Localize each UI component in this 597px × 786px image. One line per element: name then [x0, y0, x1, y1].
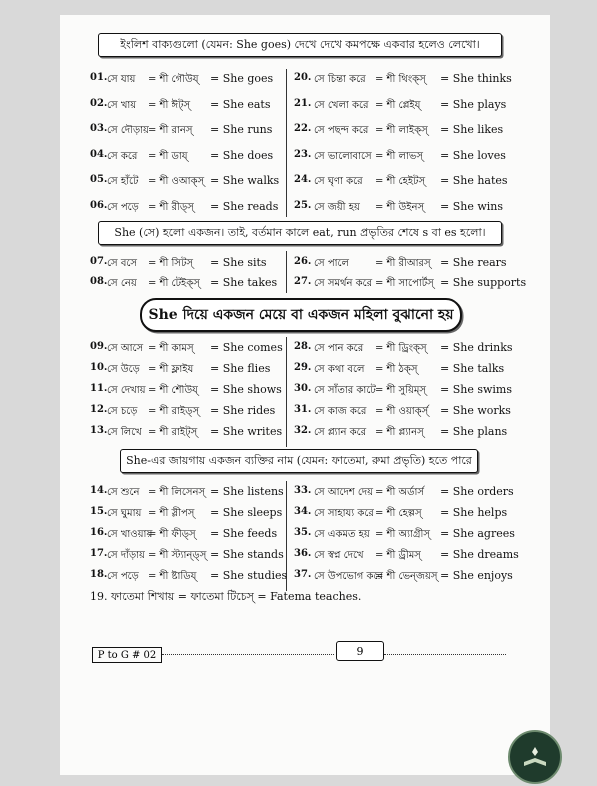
pronunciation: = শী হেল্পস্ — [375, 508, 422, 519]
pronunciation: = শী ড্রীমস্ — [375, 550, 421, 561]
item-number: 18. — [90, 569, 108, 580]
item-number: 20. — [294, 72, 312, 83]
item-number: 09. — [90, 341, 108, 352]
english-sentence: = She enjoys — [440, 569, 513, 582]
item-number: 25. — [294, 199, 312, 211]
bangla-sentence: সে সাঁতার কাটে — [314, 385, 376, 396]
pronunciation: = শী ডায্ — [148, 150, 188, 162]
bangla-sentence: সে হাঁটে — [107, 176, 139, 187]
item-number: 04. — [90, 148, 108, 160]
bangla-sentence: সে বসে — [107, 258, 138, 269]
pronunciation: = শী রীড্স্ — [148, 201, 194, 213]
english-sentence: = She writes — [210, 425, 283, 438]
rule-heading: She (সে) হলো একজন। তাই, বর্তমান কালে eat, run প্রভৃতির শেষে s বা es হলো। — [98, 221, 502, 245]
english-sentence: = She plans — [440, 425, 508, 438]
pronunciation: = শী সিটস্ — [148, 258, 194, 269]
item-number: 05. — [90, 174, 108, 185]
item-number: 06. — [90, 199, 108, 211]
english-sentence: = She shows — [210, 383, 282, 396]
pronunciation: = শী ওয়ার্ক্স্ — [375, 406, 429, 417]
english-sentence: = She dreams — [440, 548, 519, 561]
english-sentence: = She stands — [210, 548, 284, 561]
page-number: 9 — [336, 641, 384, 661]
pronunciation: = শী লিসেনস্ — [148, 487, 206, 498]
item-number: 33. — [294, 485, 312, 496]
item-number: 14. — [90, 485, 108, 496]
bangla-sentence: সে সাহায্য করে — [314, 508, 374, 519]
english-sentence: = She talks — [440, 362, 505, 375]
bangla-sentence: সে দেখায় — [107, 385, 146, 396]
english-sentence: = She rears — [440, 256, 507, 269]
item-number: 28. — [294, 341, 312, 352]
english-sentence: = She eats — [210, 97, 271, 111]
item-number: 01. — [90, 72, 108, 83]
english-sentence: = She agrees — [440, 527, 515, 540]
bangla-sentence: সে আদেশ দেয় — [314, 487, 374, 498]
pronunciation: = শী গৌউয্ — [148, 74, 199, 85]
pronunciation: = শী রাইড্স্ — [148, 406, 200, 417]
column-divider — [286, 337, 287, 447]
bangla-sentence: সে পালে — [314, 258, 349, 269]
english-sentence: = She wins — [440, 199, 504, 213]
pronunciation: = শী ষ্টাডিয্ — [148, 571, 197, 582]
bangla-sentence: সে চিন্তা করে — [314, 74, 366, 85]
pronunciation: = শী প্ল্যানস্ — [375, 427, 424, 438]
pronunciation: = শী ভেন্জয়স্ — [375, 571, 438, 582]
instruction-heading: ইংলিশ বাক্যগুলো (যেমন: She goes) দেখে দেখে কমপক্ষে একবার হলেও লেখো। — [98, 33, 502, 57]
item-number: 32. — [294, 425, 312, 436]
item-number: 08. — [90, 276, 108, 287]
english-sentence: = She sits — [210, 256, 267, 269]
english-sentence: = She flies — [210, 362, 271, 375]
pronunciation: = শী অর্ডার্স — [375, 487, 425, 498]
english-sentence: = She works — [440, 404, 511, 417]
pronunciation: = শী হেইটস্ — [375, 176, 426, 187]
item-number: 24. — [294, 174, 312, 185]
english-sentence: = She studies — [210, 569, 288, 582]
pronunciation: = শী লাভস্ — [375, 150, 423, 162]
item-number: 02. — [90, 97, 108, 109]
bangla-sentence: সে প্ল্যান করে — [314, 427, 367, 438]
item-number: 26. — [294, 256, 312, 267]
pronunciation: = শী কামস্ — [148, 343, 194, 354]
bangla-sentence: সে পছন্দ করে — [314, 125, 369, 136]
bangla-sentence: সে দাঁড়ায় — [107, 550, 145, 561]
pronunciation: = শী সুয়িম্স্ — [375, 385, 427, 396]
pronunciation: = শী টেইক্স্ — [148, 278, 200, 289]
pronunciation: = শী ওআক্স্ — [148, 176, 205, 187]
item-number: 34. — [294, 506, 312, 517]
item-number: 07. — [90, 256, 108, 267]
english-sentence: = She hates — [440, 174, 508, 187]
english-sentence: = She thinks — [440, 72, 512, 85]
pronunciation: = শী সাপোর্টস্ — [375, 278, 434, 289]
english-sentence: = She runs — [210, 123, 273, 136]
bangla-sentence: সে পড়ে — [107, 201, 139, 213]
english-sentence: = She loves — [440, 148, 506, 162]
footer-rule-right — [384, 654, 506, 655]
pronunciation: = শী রানস্ — [148, 125, 193, 136]
english-sentence: = She plays — [440, 97, 507, 111]
english-sentence: = She takes — [210, 276, 278, 289]
item-number: 21. — [294, 97, 312, 109]
bangla-sentence: সে ভালোবাসে — [314, 150, 372, 162]
column-divider — [286, 251, 287, 293]
pronunciation: = শী ফীড্স্ — [148, 529, 196, 540]
english-sentence: = She listens — [210, 485, 284, 498]
bangla-sentence: সে করে — [107, 150, 138, 162]
bangla-sentence: সে ঘুমায় — [107, 508, 142, 519]
name-heading: She-এর জায়গায় একজন ব্যক্তির নাম (যেমন: ফাতেমা, রুমা প্রভৃতি) হতে পারে — [120, 449, 478, 473]
bangla-sentence: সে স্বপ্ন দেখে — [314, 550, 364, 561]
publisher-logo-icon — [508, 730, 562, 784]
bangla-sentence: সে লিখে — [107, 427, 142, 438]
bangla-sentence: সে কথা বলে — [314, 364, 365, 375]
item-number: 03. — [90, 123, 108, 134]
bangla-sentence: সে চড়ে — [107, 406, 138, 417]
english-sentence: = She goes — [210, 72, 274, 85]
english-sentence: = She walks — [210, 174, 280, 187]
footer-rule-left — [162, 654, 334, 655]
item-number: 15. — [90, 506, 108, 517]
english-sentence: = She sleeps — [210, 506, 283, 519]
english-sentence: = She orders — [440, 485, 514, 498]
bangla-sentence: সে পড়ে — [107, 571, 139, 582]
item-number: 37. — [294, 569, 312, 580]
bangla-sentence: সে খাওয়ায় — [107, 529, 153, 540]
pronunciation: = শী ড্রিংক্স্ — [375, 343, 427, 354]
english-sentence: = She likes — [440, 123, 504, 136]
bangla-sentence: সে শুনে — [107, 487, 140, 498]
item-number: 30. — [294, 383, 312, 394]
item-number: 35. — [294, 527, 312, 538]
item-number: 17. — [90, 548, 108, 559]
english-sentence: = She supports — [440, 276, 527, 289]
english-sentence: = She comes — [210, 341, 283, 354]
pronunciation: = শী শৌউয্ — [148, 385, 198, 396]
bangla-sentence: সে জয়ী হয় — [314, 201, 360, 213]
sentence-19: 19. ফাতেমা শিখায় = ফাতেমা টিচেস্ = Fatema teaches. — [90, 590, 362, 603]
pronunciation: = শী লাইক্স্ — [375, 125, 428, 136]
item-number: 36. — [294, 548, 312, 559]
pronunciation: = শী থিংক্স্ — [375, 74, 426, 85]
bangla-sentence: সে কাজ করে — [314, 406, 367, 417]
item-number: 12. — [90, 404, 108, 415]
bangla-sentence: সে খেলা করে — [314, 99, 369, 111]
column-divider — [286, 69, 287, 217]
worksheet-page — [60, 15, 550, 775]
bangla-sentence: সে খায় — [107, 99, 137, 111]
pronunciation: = শী স্ট্যান্ড্স্ — [148, 550, 207, 561]
english-sentence: = She helps — [440, 506, 508, 519]
pronunciation: = শী রীআরস্ — [375, 258, 431, 269]
item-number: 29. — [294, 362, 312, 373]
english-sentence: = She feeds — [210, 527, 278, 540]
bangla-sentence: সে দৌড়ায় — [107, 125, 149, 136]
bangla-sentence: সে উড়ে — [107, 364, 140, 375]
bangla-sentence: সে উপভোগ করে — [314, 571, 384, 582]
pronunciation: = শী ঠক্স্ — [375, 364, 418, 375]
english-sentence: = She swims — [440, 383, 512, 396]
english-sentence: = She reads — [210, 199, 279, 213]
item-number: 27. — [294, 276, 312, 287]
item-number: 10. — [90, 362, 108, 373]
pronunciation: = শী রাইট্স্ — [148, 427, 198, 438]
bangla-sentence: সে যায় — [107, 74, 136, 85]
item-number: 13. — [90, 425, 108, 436]
pronunciation: = শী ফ্লাইয — [148, 364, 194, 375]
pronunciation: = শী ঈট্স্ — [148, 99, 191, 111]
bangla-sentence: সে নেয় — [107, 278, 137, 289]
pronunciation: = শী অ্যাগ্রীস্ — [375, 529, 430, 540]
english-sentence: = She does — [210, 148, 274, 162]
item-number: 11. — [90, 383, 108, 394]
bangla-sentence: সে ঘৃণা করে — [314, 176, 363, 187]
english-sentence: = She drinks — [440, 341, 513, 354]
item-number: 31. — [294, 404, 312, 415]
bangla-sentence: সে একমত হয় — [314, 529, 370, 540]
pronunciation: = শী স্লীপস্ — [148, 508, 195, 519]
english-sentence: = She rides — [210, 404, 276, 417]
item-number: 23. — [294, 148, 312, 160]
pronunciation: = শী প্লেইয্ — [375, 99, 421, 111]
item-number: 16. — [90, 527, 108, 538]
bangla-sentence: সে সমর্থন করে — [314, 278, 373, 289]
bangla-sentence: সে আসে — [107, 343, 144, 354]
pronunciation: = শী উইনস্ — [375, 201, 425, 213]
item-number: 22. — [294, 123, 312, 134]
she-meaning-heading: She দিয়ে একজন মেয়ে বা একজন মহিলা বুঝানো হয় — [140, 298, 462, 332]
bangla-sentence: সে পান করে — [314, 343, 364, 354]
book-code: P to G # 02 — [92, 647, 162, 663]
